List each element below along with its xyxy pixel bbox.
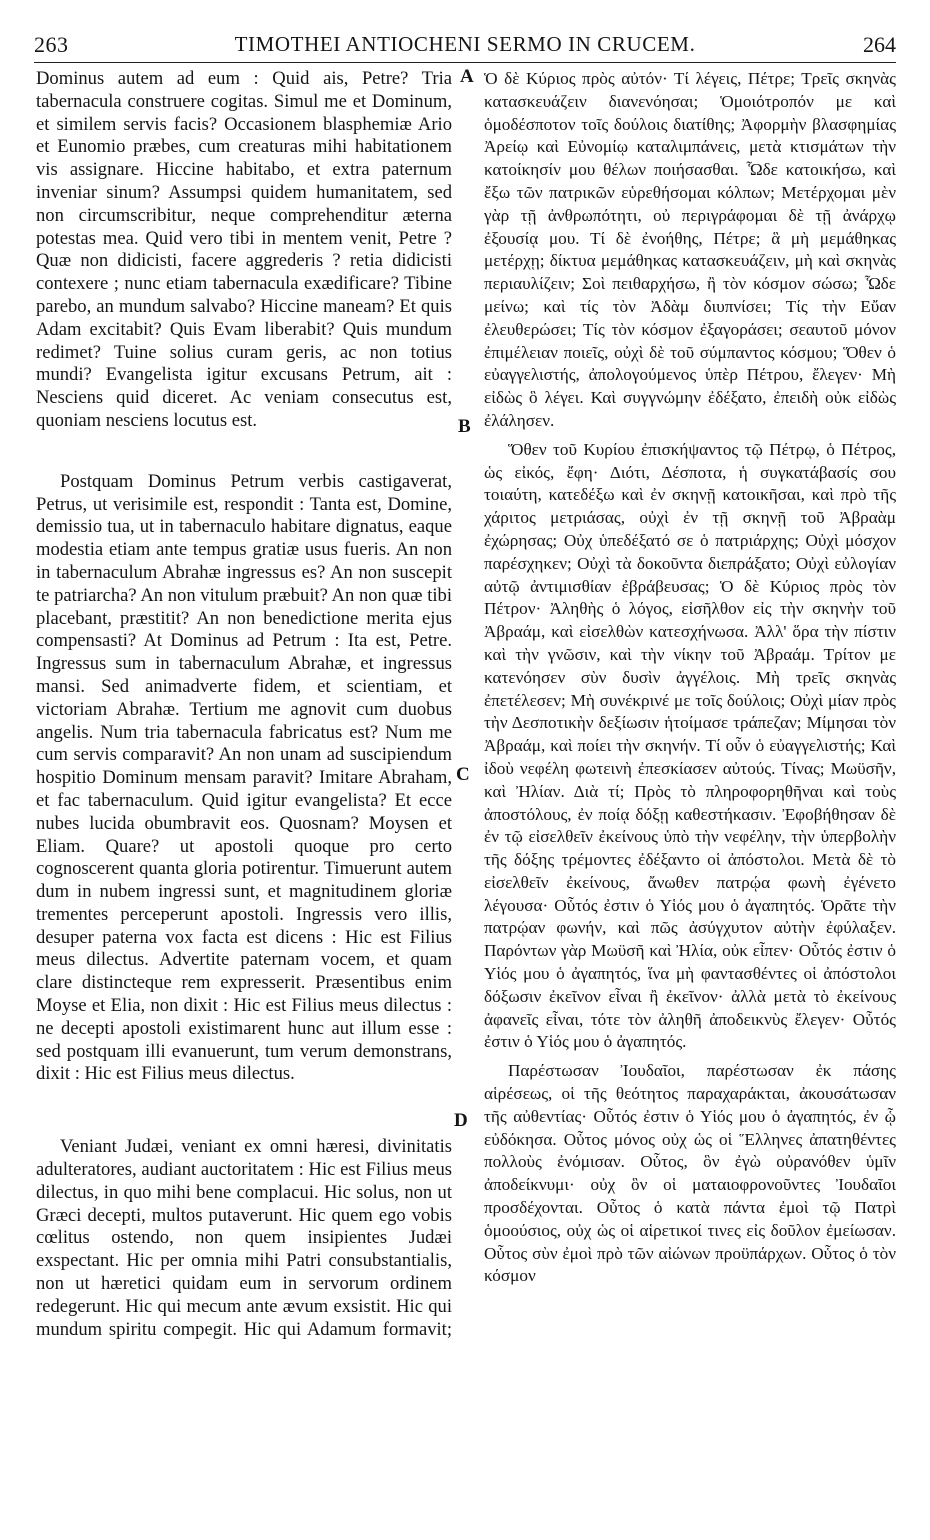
margin-letter-d: D [454,1110,468,1131]
page-number-left: 263 [34,32,69,57]
latin-column [36,68,452,1341]
greek-paragraph: Ὁ δὲ Κύριος πρὸς αὐτόν· Τί λέγεις, Πέτρε; Τρεῖς σκηνὰς κατασκευάζειν διανενόησαι; Ὁμοιότροπόν με καὶ ὁμοδέσποτον τοῖς δούλοις διατίθης; Ἀφορμὴν βλασφημίας Ἀρείῳ καὶ Εὐνομίῳ καταλιμπάνεις, μετὰ κτισμάτων τὴν κατοίκησίν μου θέλων ποιήσασθαι. Ὧδε κατοικήσω, καὶ ἔξω τῶν πατρικῶν εὑρεθήσομαι κόλπων; Μετέρχομαι μὲν γὰρ τῇ ἀνθρωπότητι, οὐ περιγράφομαι δὲ τῇ ἀνάρχῳ ἐξουσίᾳ μου. Τί δὲ ἐνοήθης, Πέτρε; ἃ μὴ μεμάθηκας μετέρχῃ; δίκτυα μεμάθηκας κατασκευάζειν, μὴ καὶ σκηνὰς περιαυλίζειν; Σοὶ πειθαρχήσω, ἢ τὸν κόσμον σώσω; Ὧδε μείνω; καὶ τίς τὸν Ἀδὰμ διυπνίσει; Τίς τὴν Εὔαν ἐλευθερώσει; Τίς τὸν κόσμον ἐξαγοράσει; σεαυτοῦ μόνον ἐπιμέλειαν ποιεῖς, οὐχὶ δὲ τοῦ σύμπαντος κόσμου; Ὅθεν ὁ εὐαγγελιστής, ἀπολογούμενος ὑπὲρ Πέτρου, ἔλεγεν· Μὴ εἰδὼς ὃ λέγει. Καὶ συγγνώμην ἐδέξατο, ἐπειδὴ οὐκ εἰδὼς ἐλάλησεν. [484,69,896,430]
latin-paragraph: Postquam Dominus Petrum verbis castigaverat, Petrus, ut verisimile est, respondit : Tanta est, Domine, demissio tua, ut in tabernaculo habitare dignatus, eaque modestia etiam ante tempus gratiæ usus fueris. An non in tabernaculum Abrahæ ingressus es? An non suscepit te patriarcha? An non vitulum præbuit? An non quæ tibi placebant, præstitit? An non benedictione merita ejus compensasti? At Dominus ad Petrum : Ita est, Petre. Ingressus sum in tabernaculum Abrahæ, et ingressus mansi. Sed animadverte fidem, et scientiam, et victoriam Abrahæ. Tertium me agnovit cum duobus angelis. Num tria tabernacula fabricatus est? Num me cum servis comparavit? An non unam ad suscipiendum hospitio Dominum mensam paravit? Imitare Abraham, et fac tabernaculum. Quid igitur evangelista? Et ecce nubes lucida obumbravit eos. Quosnam? Moysen et Eliam. Quare? ut apostoli quoque pro certo cognoscerent quanta gloria potirentur. Timuerunt autem dum in nubem ingressi sunt, et magnitudinem gloriæ trementes perceperunt apostoli. Ingressis vero illis, desuper paterna vox facta est dicens : Hic est Filius meus dilectus. Advertite paternam vocem, et quam clare distincteque rem expresserit. Præsentibus enim Moyse et Elia, non dixit : Hic est Filius meus dilectus : ne decepti apostoli existimarent hunc aut illum esse : sed postquam illi evanuerunt, tum verum demonstrans, dixit : Hic est Filius meus dilectus. [36,470,452,1085]
latin-paragraph: Veniant Judæi, veniant ex omni hæresi, divinitatis adulteratores, audiant auctoritatem : Hic est Filius meus dilectus, in quo mihi bene complacui. Hic solus, non ut Græci decepti, multos putaverunt. Hic quem ego vobis cœlitus ostendo, non quem insipientes Judæi exspectant. Hic per omnia mihi Patri consubstantialis, non ut hæretici quidam eum in servorum ordinem redegerunt. Hic qui mecum ante ævum exsistit. Hic qui mundum spiritu compegit. Hic qui Adamum formavit; [36,1136,452,1340]
margin-letter-c: C [456,764,470,785]
margin-letter-b: B [458,416,471,437]
greek-paragraph: Παρέστωσαν Ἰουδαῖοι, παρέστωσαν ἐκ πάσης αἱρέσεως, οἱ τῆς θεότητος παραχαράκται, ἀκουσάτωσαν τῆς αὐθεντίας· Οὗτός ἐστιν ὁ Υἱός μου ὁ ἀγαπητός, ἐν ᾧ εὐδόκησα. Οὗτος μόνος οὐχ ὡς οἱ Ἕλληνες ἀπατηθέντες πολλοὺς ἐνόμισαν. Οὗτος, ὃν ἐγὼ οὐρανόθεν ὑμῖν ἀποδείκνυμι· οὐχ ὃν οἱ ματαιοφρονοῦντες Ἰουδαῖοι προσδέχονται. Οὗτος ὁ κατὰ πάντα ἐμοὶ τῷ Πατρὶ ὁμοούσιος, οὐχ ὡς οἱ αἱρετικοί τινες εἰς δοῦλον ἐμείωσαν. Οὗτος σὺν ἐμοὶ πρὸ τῶν αἰώνων προϋπάρχων. Οὗτος ὁ τὸν κόσμον [484,1061,896,1286]
margin-letter-a: A [460,66,474,87]
page-number-right: 264 [863,32,896,57]
latin-paragraph: Dominus autem ad eum : Quid ais, Petre? Tria tabernacula construere cogitas. Simul me et Dominum, et similem servis facis? Occasionem blasphemiæ Ario et Eunomio præbes, cum creaturas mihi habitationem vis assignare. Hiccine habitabo, et extra paternum inveniar sinum? Assumpsi quidem humanitatem, sed non circumscribitur, neque comprehenditur æterna potestas mea. Quid vero tibi in mentem venit, Petre ? Quæ non didicisti, facere aggrederis ? retia didicisti contexere ; nunc etiam tabernacula exædificare? Tibine parebo, an mundum salvabo? Hiccine maneam? Et quis Adam excitabit? Quis Evam liberabit? Quis mundum redimet? Tuine solius curam geris, ac non totius mundi? Evangelista igitur excusans Petrum, ait : Nesciens quid diceret. Ac veniam consecutus est, quoniam nesciens locutus est. [36,68,452,431]
greek-column [484,68,896,1288]
greek-paragraph: Ὅθεν τοῦ Κυρίου ἐπισκήψαντος τῷ Πέτρῳ, ὁ Πέτρος, ὡς εἰκός, ἔφη· Διότι, Δέσποτα, ἡ συγκατάβασίς σου τοιαύτη, κατεδέξω καὶ ἐν σκηνῇ κατοικῆσαι, καὶ πρὸ τῆς χάριτος μετριάσας, οὐχὶ ἐν τῇ σκηνῇ τοῦ Ἀβραὰμ ἐχώρησας; Οὐχ ὑπεδέξατό σε ὁ πατριάρχης; Οὐχὶ μόσχον παρέσχηκεν; Οὐχὶ τὰ δοκοῦντα διεπράξατο; Οὐχὶ εὐλογίαν αὐτῷ ἀντιμισθίαν ἐβράβευσας; Ὁ δὲ Κύριος πρὸς τὸν Πέτρον· Ἀληθὴς ὁ λόγος, εἰσῆλθον εἰς τὴν σκηνὴν τοῦ Ἀβραάμ, καὶ εἰσελθὼν κατεσχήνωσα. Ἀλλ' ὅρα τὴν πίστιν καὶ τὴν γνῶσιν, καὶ τὴν νίκην τοῦ Ἀβραάμ. Τρίτον με κατενόησεν σὺν δυσὶν ἀγγέλοις. Μὴ τρεῖς σκηνὰς ἐπετέλεσεν; Μὴ συνέκρινέ με τοῖς δούλοις; Οὐχὶ μίαν πρὸς τὴν Δεσποτικὴν δεξίωσιν ἡτοίμασε τράπεζαν; Μίμησαι τὸν Ἀβραάμ, καὶ ποίει τὴν σκηνήν. Τί οὖν ὁ εὐαγγελιστής; Καὶ ἰδοὺ νεφέλη φωτεινὴ ἐπεσκίασεν αὐτούς. Τίνας; Μωϋσῆν, καὶ Ἠλίαν. Διὰ τί; Πρὸς τὸ πληροφορηθῆναι καὶ τοὺς ἀποστόλους, ἐν ποίᾳ δόξῃ καθεστήκασιν. Ἐφοβήθησαν δὲ ἐν τῷ εἰσελθεῖν ἐκείνους ὑπὸ τὴν νεφέλην, τὴν ὑπερβολὴν τῆς δόξης τρέμοντες ἐδέξαντο οἱ ἀπόστολοι. Μετὰ δὲ τὸ εἰσελθεῖν ἐκείνους, ἄνωθεν πατρῴα φωνὴ ἐγένετο λέγουσα· Οὗτός ἐστιν ὁ Υἱός μου ὁ ἀγαπητός. Ὁρᾶτε τὴν πατρῴαν φωνήν, καὶ πῶς ἀσύγχυτον αὐτὴν ἐφύλαξεν. Παρόντων γὰρ Μωϋσῆ καὶ Ἠλία, οὐκ εἶπεν· Οὗτός ἐστιν ὁ Υἱός μου ὁ ἀγαπητός, ἵνα μὴ φαντασθέντες οἱ ἀπόστολοι δόξωσιν ἐκεῖνον εἶναι ἢ ἐκεῖνον· ἀλλὰ μετὰ τὸ ἐκείνους ἀφανεῖς εἶναι, τότε τὸν ἀληθῆ ἀποδεικνὺς ἔλεγεν· Οὗτός ἐστιν ὁ Υἱός μου ὁ ἀγαπητός. [484,439,896,1052]
page-header [34,32,896,63]
running-title: TIMOTHEI ANTIOCHENI SERMO IN CRUCEM. [234,32,696,56]
